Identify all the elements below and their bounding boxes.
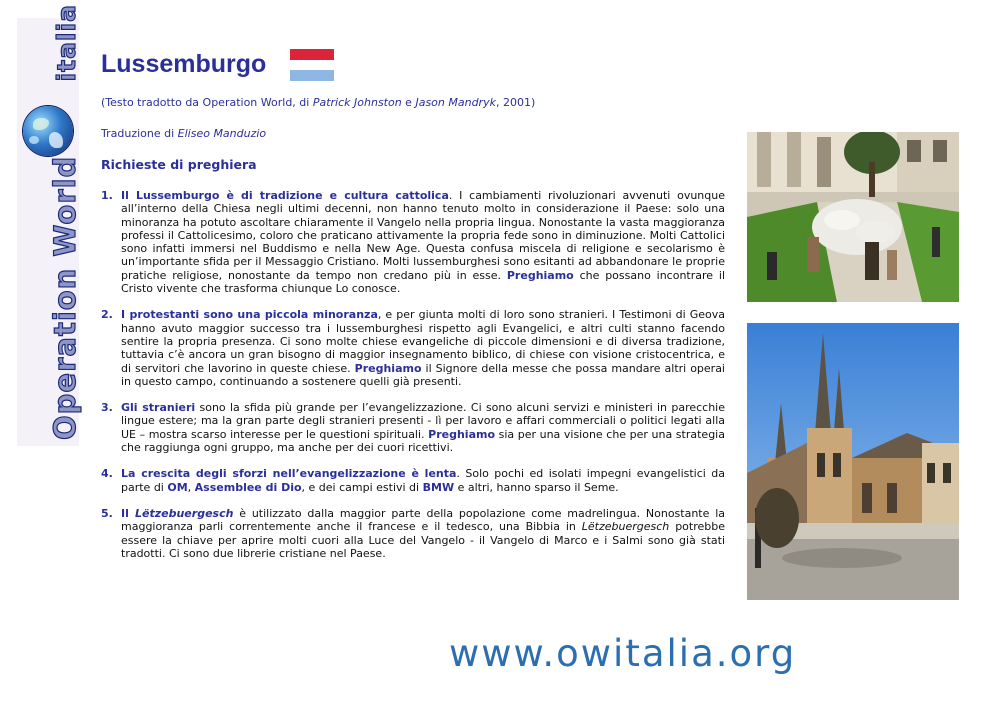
- item-2-lead: I protestanti sono una piccola minoranza: [121, 308, 378, 322]
- item-3-pray: Preghiamo: [428, 427, 496, 441]
- brand-logo-text: [48, 4, 82, 440]
- prayer-item-4: 4. La crescita degli sforzi nell’evangelizzazione è lenta. Solo pochi ed isolati impegni evangelistici da parte di OM, Assemblee di Dio, e dei campi estivi di BMW e altri, hanno sparso il Seme.: [101, 467, 725, 494]
- globe-icon: [23, 106, 73, 156]
- org-bmw: BMW: [422, 480, 455, 494]
- page-title: Lussemburgo: [101, 50, 267, 78]
- prayer-item-1: 1. Il Lussemburgo è di tradizione e cultura cattolica. I cambiamenti rivoluzionari avvenuti ovunque all’interno della Chiesa negli ultimi decenni, non hanno tenuto molto in considerazione il Paese: solo una minoranza ha potuto ascoltare chiaramente il Vangelo nella propria lingua. Nonostante la vasta maggioranza professi il Cattolicesimo, coloro che praticano attivamente la propria fede sono in diminuzione. Molti Cattolici sono infatti immersi nel Buddismo e nella New Age. Questa confusa miscela di religione e secolarismo è un’importante sfida per il Messaggio Cristiano. Molti lussemburghesi sono esitanti ad abbandonare le proprie pratiche religiose, nonostante da tempo non credano più in esse. Preghiamo che possano incontrare il Cristo vivente che trasforma chiunque Lo conosce.: [101, 189, 726, 296]
- brand-word-italia: italia: [52, 4, 81, 82]
- item-5-lead-word: Lëtzebuergesch: [135, 506, 234, 520]
- garden-photo: [747, 132, 959, 302]
- website-link[interactable]: www.owitalia.org: [449, 632, 797, 675]
- translator-name: Eliseo Manduzio: [177, 127, 267, 140]
- source-line: (Testo tradotto da Operation World, di Patrick Johnston e Jason Mandryk, 2001): [101, 96, 536, 109]
- author-1: Patrick Johnston: [312, 96, 402, 109]
- translation-line: Traduzione di Eliseo Manduzio: [101, 127, 267, 140]
- org-om: OM: [167, 480, 188, 494]
- item-3-lead: Gli stranieri: [121, 401, 196, 415]
- item-1-pray: Preghiamo: [506, 268, 574, 282]
- prayer-item-3: 3. Gli stranieri sono la sfida più grande per l’evangelizzazione. Ci sono alcuni servizi e ministeri in parecchie lingue estere; ma la gran parte degli stranieri presenti - lì per lavoro e affari commerciali o politici legati alla UE – mostra scarso interesse per le questioni spirituali. Preghiamo sia per una visione che per una strategia che raggiunga ogni gruppo, ma anche per dei cuori ricettivi.: [101, 401, 726, 455]
- item-1-lead: Il Lussemburgo è di tradizione e cultura cattolica: [121, 189, 449, 202]
- prayer-list: [101, 189, 725, 573]
- section-heading: Richieste di preghiera: [101, 157, 257, 172]
- author-2: Jason Mandryk: [415, 96, 496, 109]
- item-4-lead: La crescita degli sforzi nell’evangelizzazione è lenta: [121, 467, 457, 481]
- luxembourg-flag-icon: [290, 49, 334, 81]
- org-assemblee: Assemblee di Dio: [194, 480, 302, 494]
- item-5-word: Lëtzebuergesch: [581, 520, 670, 534]
- brand-word-operation: Operation: [48, 267, 82, 440]
- prayer-item-5: 5. Il Lëtzebuergesch è utilizzato dalla maggior parte della popolazione come madrelingua. Nonostante la maggioranza parli correntemente anche il francese e il tedesco, una Bibbia in Lëtzebuergesch potrebbe essere la chiave per aprire molti cuori alla Luce del Vangelo - il Vangelo di Marco e i Salmi sono già stati tradotti. Ci sono due librerie cristiane nel Paese.: [101, 506, 725, 560]
- cathedral-photo: [747, 323, 959, 600]
- prayer-item-2: 2. I protestanti sono una piccola minoranza, e per giunta molti di loro sono stranieri. I Testimoni di Geova hanno avuto maggior successo tra i lussemburghesi rispetto agli Evangelici, e altri culti stanno facendo sentire la propria presenza. Ci sono molte chiese evangeliche di piccole dimensioni e di diversa tradizione, tuttavia c’è ancora un gran bisogno di maggior insegnamento biblico, di chiese con visione cristocentrica, e di servitori che lavorino in queste chiese. Preghiamo il Signore della messe che possa mandare altri operai in questo campo, continuando a sostenere quelli già presenti.: [101, 308, 725, 388]
- brand-word-world: World: [48, 155, 82, 257]
- item-2-pray: Preghiamo: [354, 361, 422, 375]
